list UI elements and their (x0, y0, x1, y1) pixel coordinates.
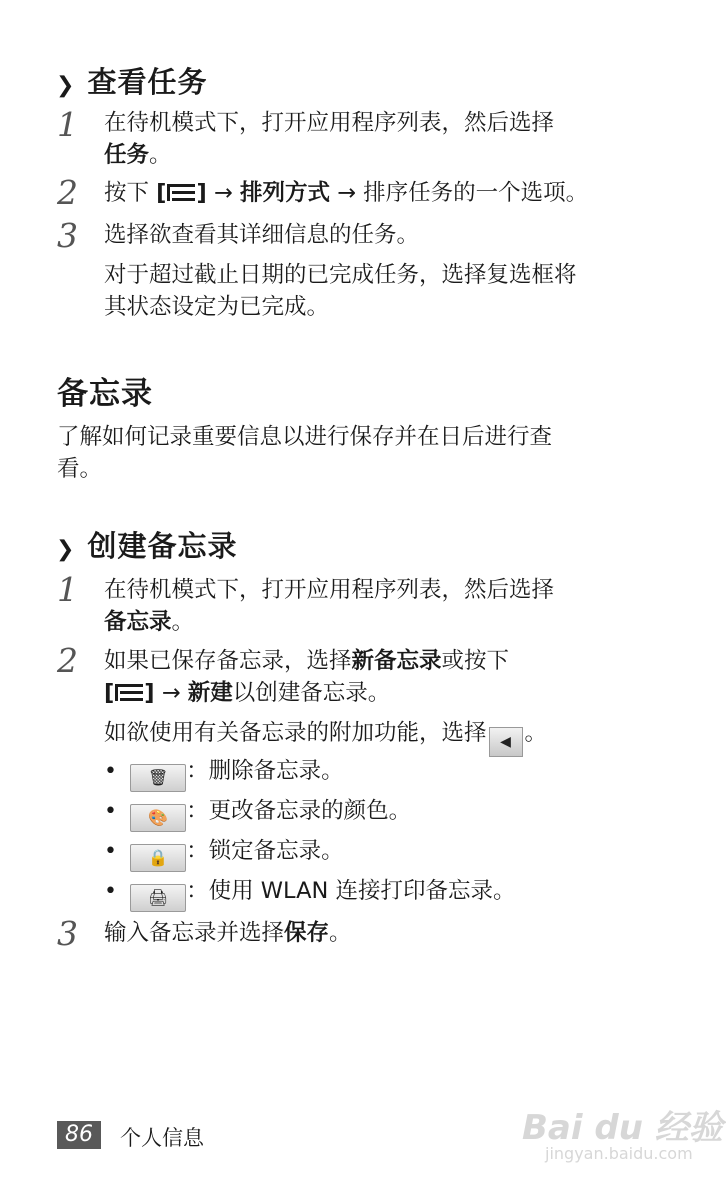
triangle-left-icon: ◀ (500, 734, 511, 750)
trash-icon: 🗑 (147, 768, 169, 787)
step-number: 3 (57, 914, 78, 953)
page-number: 86 (57, 1121, 101, 1149)
section-intro: 了解如何记录重要信息以进行保存并在日后进行查 看。 (57, 424, 553, 482)
watermark-logo: Bai du 经验 (522, 1108, 723, 1148)
chevron-right-icon: ❯ (56, 537, 75, 562)
list-item: • 🗑 ：删除备忘录。 (104, 755, 515, 795)
step-text: 选择欲查看其详细信息的任务。 对于超过截止日期的已完成任务，选择复选框将 其状态设定为已完成。 (104, 222, 577, 320)
option-list (104, 755, 515, 915)
color-button[interactable] (130, 804, 186, 832)
chevron-right-icon: ❯ (56, 73, 75, 98)
step-text: 如果已保存备忘录，选择新备忘录或按下 [ ] → 新建以创建备忘录。 如欲使用有关备忘录的附加功能，选择 ◀ 。 (104, 645, 547, 757)
back-arrow-button[interactable] (489, 727, 523, 757)
step-number: 1 (57, 570, 78, 609)
watermark-url: jingyan.baidu.com (545, 1144, 693, 1163)
menu-key-icon (167, 184, 195, 201)
lock-icon: 🔒 (148, 848, 169, 867)
print-button[interactable] (130, 884, 186, 912)
heading-view-tasks: ❯ 查看任务 (56, 65, 208, 99)
delete-button[interactable] (130, 764, 186, 792)
step-number: 2 (57, 173, 78, 212)
step-text: 在待机模式下，打开应用程序列表，然后选择 备忘录。 (104, 577, 555, 635)
step-text: 按下 [ ] → 排列方式 → 排序任务的一个选项。 (104, 180, 589, 206)
step-number: 3 (57, 216, 78, 255)
step-text: 在待机模式下，打开应用程序列表，然后选择 任务。 (104, 110, 555, 168)
palette-icon: 🎨 (148, 808, 169, 827)
list-item: • 🖨 ：使用 WLAN 连接打印备忘录。 (104, 875, 515, 915)
step-text: 输入备忘录并选择保存。 (104, 920, 352, 946)
menu-key-icon (115, 684, 143, 701)
lock-button[interactable] (130, 844, 186, 872)
list-item: • 🎨 ：更改备忘录的颜色。 (104, 795, 515, 835)
section-title: 备忘录 (57, 376, 153, 412)
heading-create-memo: ❯ 创建备忘录 (56, 529, 238, 563)
list-item: • 🔒 ：锁定备忘录。 (104, 835, 515, 875)
step-number: 1 (57, 105, 78, 144)
printer-icon: 🖨 (147, 888, 169, 907)
footer-section-name: 个人信息 (120, 1126, 204, 1150)
step-number: 2 (57, 641, 78, 680)
